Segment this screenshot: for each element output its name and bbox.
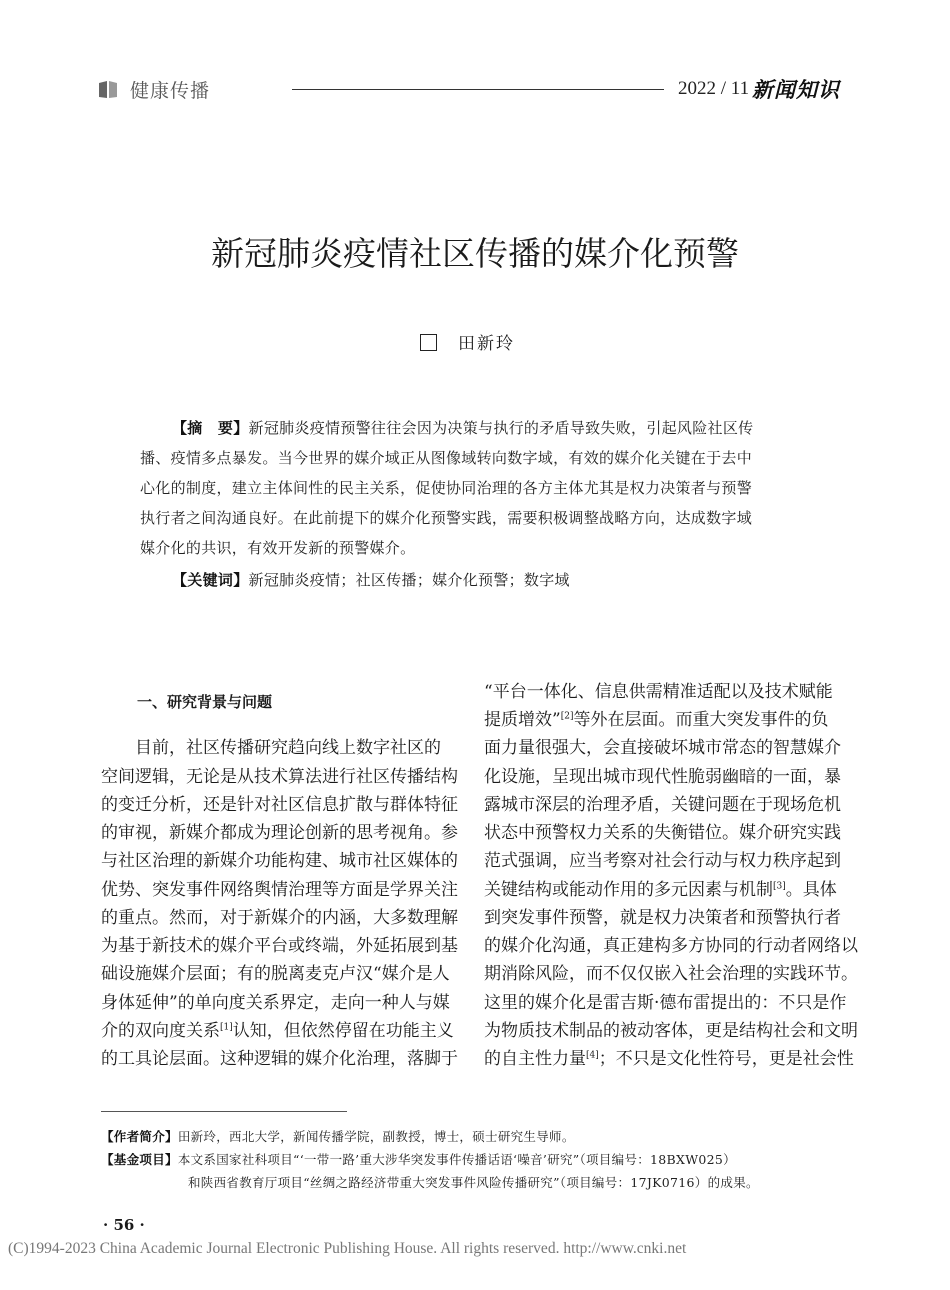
issue-number: 2022 / 11 — [678, 78, 750, 99]
header-rule — [292, 89, 664, 90]
keywords-label: 【关键词】 — [172, 571, 249, 589]
body-line: 为物质技术制品的被动客体，更是结构社会和文明 — [484, 1021, 858, 1041]
footnote-rule — [101, 1111, 347, 1112]
body-line: 化设施，呈现出城市现代性脆弱幽暗的一面，暴 — [484, 767, 841, 787]
abstract-line: 【摘 要】新冠肺炎疫情预警往往会因为决策与执行的矛盾导致失败，引起风险社区传 — [172, 419, 754, 437]
section-heading: 一、研究背景与问题 — [137, 693, 273, 711]
body-line: 露城市深层的治理矛盾，关键问题在于现场危机 — [484, 795, 841, 815]
body-line: 空间逻辑，无论是从技术算法进行社区传播结构 — [101, 767, 458, 787]
body-line: “平台一体化、信息供需精准适配以及技术赋能 — [484, 682, 833, 702]
body-line: 到突发事件预警，就是权力决策者和预警执行者 — [484, 908, 841, 928]
citation: [2] — [560, 711, 574, 722]
body-line: 的工具论层面。这种逻辑的媒介化治理，落脚于 — [101, 1049, 458, 1069]
body-line: 关键结构或能动作用的多元因素与机制[3]。具体 — [484, 880, 837, 900]
body-line: 的自主性力量[4]；不只是文化性符号，更是社会性 — [484, 1049, 854, 1069]
copyright-notice: (C)1994-2023 China Academic Journal Electronic Publishing House. All rights reserved. http://www.cnki.net — [8, 1240, 687, 1257]
author-name: 田新玲 — [458, 334, 515, 354]
abstract-label: 【摘 要】 — [172, 419, 249, 437]
body-line: 身体延伸”的单向度关系界定，走向一种人与媒 — [101, 993, 450, 1013]
abstract-line: 播、疫情多点暴发。当今世界的媒介域正从图像域转向数字域，有效的媒介化关键在于去中 — [140, 449, 753, 467]
body-line: 的变迁分析，还是针对社区信息扩散与群体特征 — [101, 795, 458, 815]
abstract-line: 媒介化的共识，有效开发新的预警媒介。 — [140, 539, 416, 557]
body-line: 优势、突发事件网络舆情治理等方面是学界关注 — [101, 880, 458, 900]
body-line: 期消除风险，而不仅仅嵌入社会治理的实践环节。 — [484, 964, 858, 984]
author-box-icon — [420, 334, 437, 351]
keywords: 【关键词】新冠肺炎疫情；社区传播；媒介化预警；数字域 — [172, 571, 570, 589]
citation: [1] — [220, 1022, 233, 1033]
body-line: 为基于新技术的媒介平台或终端，外延拓展到基 — [101, 936, 458, 956]
journal-name: 新闻知识 — [752, 77, 840, 102]
page-number: · 56 · — [103, 1216, 145, 1234]
body-line: 础设施媒介层面；有的脱离麦克卢汉“媒介是人 — [101, 964, 450, 984]
fund-note-label: 【基金项目】 — [101, 1152, 178, 1167]
body-line: 与社区治理的新媒介功能构建、城市社区媒体的 — [101, 851, 458, 871]
body-line: 状态中预警权力关系的失衡错位。媒介研究实践 — [484, 823, 841, 843]
article-title: 新冠肺炎疫情社区传播的媒介化预警 — [211, 234, 739, 273]
fund-note: 【基金项目】本文系国家社科项目“‘一带一路’重大涉华突发事件传播话语‘噪音’研究”（项目编号：18BXW025） — [101, 1152, 736, 1167]
section-label: 健康传播 — [130, 80, 211, 102]
body-line: 面力量很强大，会直接破坏城市常态的智慧媒介 — [484, 738, 841, 758]
body-line: 介的双向度关系[1]认知，但依然停留在功能主义 — [101, 1021, 454, 1041]
body-line: 的媒介化沟通，真正建构多方协同的行动者网络以 — [484, 936, 858, 956]
body-line: 目前，社区传播研究趋向线上数字社区的 — [101, 738, 441, 758]
body-line: 提质增效”[2]等外在层面。而重大突发事件的负 — [484, 710, 829, 730]
body-line: 的审视，新媒介都成为理论创新的思考视角。参 — [101, 823, 458, 843]
citation: [4] — [586, 1050, 599, 1061]
abstract-line: 心化的制度，建立主体间性的民主关系，促使协同治理的各方主体尤其是权力决策者与预警 — [140, 479, 753, 497]
citation: [3] — [773, 881, 786, 892]
body-line: 的重点。然而，对于新媒介的内涵，大多数理解 — [101, 908, 458, 928]
author-note: 【作者简介】田新玲，西北大学，新闻传播学院，副教授，博士，硕士研究生导师。 — [101, 1129, 575, 1144]
author-note-label: 【作者简介】 — [101, 1129, 178, 1144]
fund-note-continued: 和陕西省教育厅项目“丝绸之路经济带重大突发事件风险传播研究”（项目编号：17JK0716）的成果。 — [188, 1175, 759, 1190]
book-icon — [97, 78, 119, 100]
body-line: 范式强调，应当考察对社会行动与权力秩序起到 — [484, 851, 841, 871]
body-line: 这里的媒介化是雷吉斯·德布雷提出的：不只是作 — [484, 993, 847, 1013]
abstract-line: 执行者之间沟通良好。在此前提下的媒介化预警实践，需要积极调整战略方向，达成数字域 — [140, 509, 753, 527]
